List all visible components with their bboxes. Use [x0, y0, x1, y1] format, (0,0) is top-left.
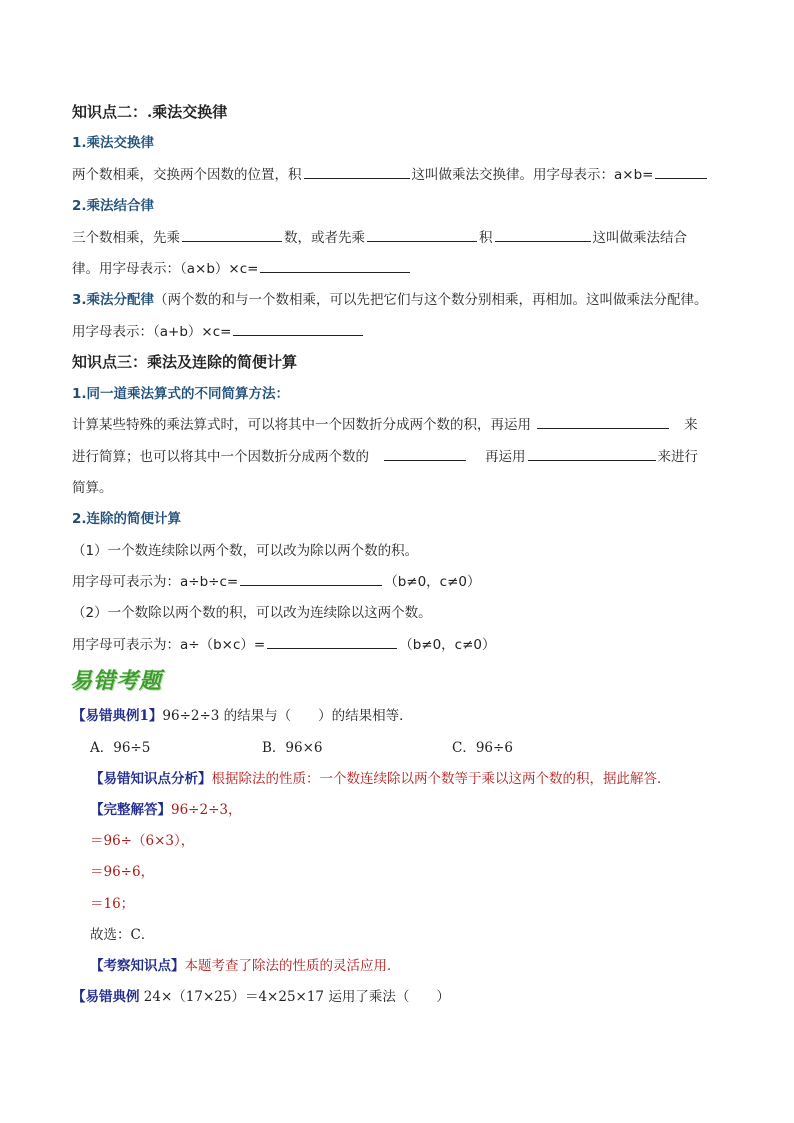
- option-b: B．96×6: [262, 740, 323, 756]
- simplification-text-2: 进行简算；也可以将其中一个因数折分成两个数的 再运用 来进行: [72, 449, 699, 465]
- fill-blank[interactable]: [537, 415, 669, 429]
- fill-blank[interactable]: [182, 228, 282, 242]
- associative-formula: 律。用字母表示：（a×b）×c=: [72, 259, 412, 279]
- answer-step: ＝96÷（6×3），: [90, 833, 195, 849]
- option-a: A．96÷5: [90, 740, 151, 756]
- division-rule-1: （1）一个数连续除以两个数，可以改为除以两个数的积。: [72, 543, 419, 559]
- fill-blank[interactable]: [495, 228, 591, 242]
- answer-step: ＝96÷6，: [90, 864, 155, 880]
- commutative-definition: 两个数相乘，交换两个因数的位置，积 这叫做乘法交换律。用字母表示：a×b=: [72, 165, 709, 185]
- subsection-continuous-division: 2.连除的简便计算: [72, 511, 182, 527]
- division-rule-2: （2）一个数除以两个数的积，可以改为连续除以这两个数。: [72, 605, 432, 621]
- error-prone-heading: 易错考题: [70, 668, 163, 694]
- distributive-formula: 用字母表示：（a+b）×c=: [72, 322, 365, 342]
- fill-blank[interactable]: [367, 228, 477, 242]
- subsection-associative: 2.乘法结合律: [72, 198, 155, 214]
- option-c: C．96÷6: [452, 740, 513, 756]
- fill-blank[interactable]: [384, 447, 466, 461]
- subsection-simplification-methods: 1.同一道乘法算式的不同简算方法：: [72, 386, 290, 402]
- fill-blank[interactable]: [528, 447, 656, 461]
- simplification-text-1: 计算某些特殊的乘法算式时，可以将其中一个因数折分成两个数的积，再运用 来: [72, 417, 698, 433]
- fill-blank[interactable]: [233, 322, 363, 336]
- fill-blank[interactable]: [267, 635, 397, 649]
- fill-blank[interactable]: [304, 165, 410, 179]
- answer-line: 【完整解答】96÷2÷3，: [90, 802, 242, 818]
- section-title-kp3: 知识点三：乘法及连除的简便计算: [72, 353, 298, 371]
- associative-definition: 三个数相乘，先乘 数，或者先乘 积 这叫做乘法结合: [72, 230, 687, 246]
- division-formula-2: 用字母可表示为：a÷（b×c）= （b≠0，c≠0）: [72, 637, 496, 653]
- subsection-commutative: 1.乘法交换律: [72, 135, 155, 151]
- simplification-text-3: 简算。: [72, 480, 113, 496]
- section-title-kp2: 知识点二：.乘法交换律: [72, 103, 228, 121]
- fill-blank[interactable]: [240, 572, 382, 586]
- fill-blank[interactable]: [655, 165, 707, 179]
- example-1-question: 【易错典例1】96÷2÷3 的结果与（ ）的结果相等．: [72, 708, 413, 724]
- division-formula-1: 用字母可表示为：a÷b÷c= （b≠0，c≠0）: [72, 574, 481, 590]
- distributive-definition: 3.乘法分配律（两个数的和与一个数相乘，可以先把它们与这个数分别相乘，再相加。这叫做乘法分配律。: [72, 292, 708, 308]
- answer-step: ＝16；: [90, 896, 135, 912]
- analysis-line: 【易错知识点分析】根据除法的性质：一个数连续除以两个数等于乘以这两个数的积，据此解答．: [90, 771, 671, 787]
- answer-conclusion: 故选：C．: [90, 927, 155, 943]
- fill-blank[interactable]: [260, 259, 410, 273]
- knowledge-point-line: 【考察知识点】本题考查了除法的性质的灵活应用．: [90, 958, 401, 974]
- example-2-question: 【易错典例 24×（17×25）＝4×25×17 运用了乘法（ ）: [72, 989, 450, 1005]
